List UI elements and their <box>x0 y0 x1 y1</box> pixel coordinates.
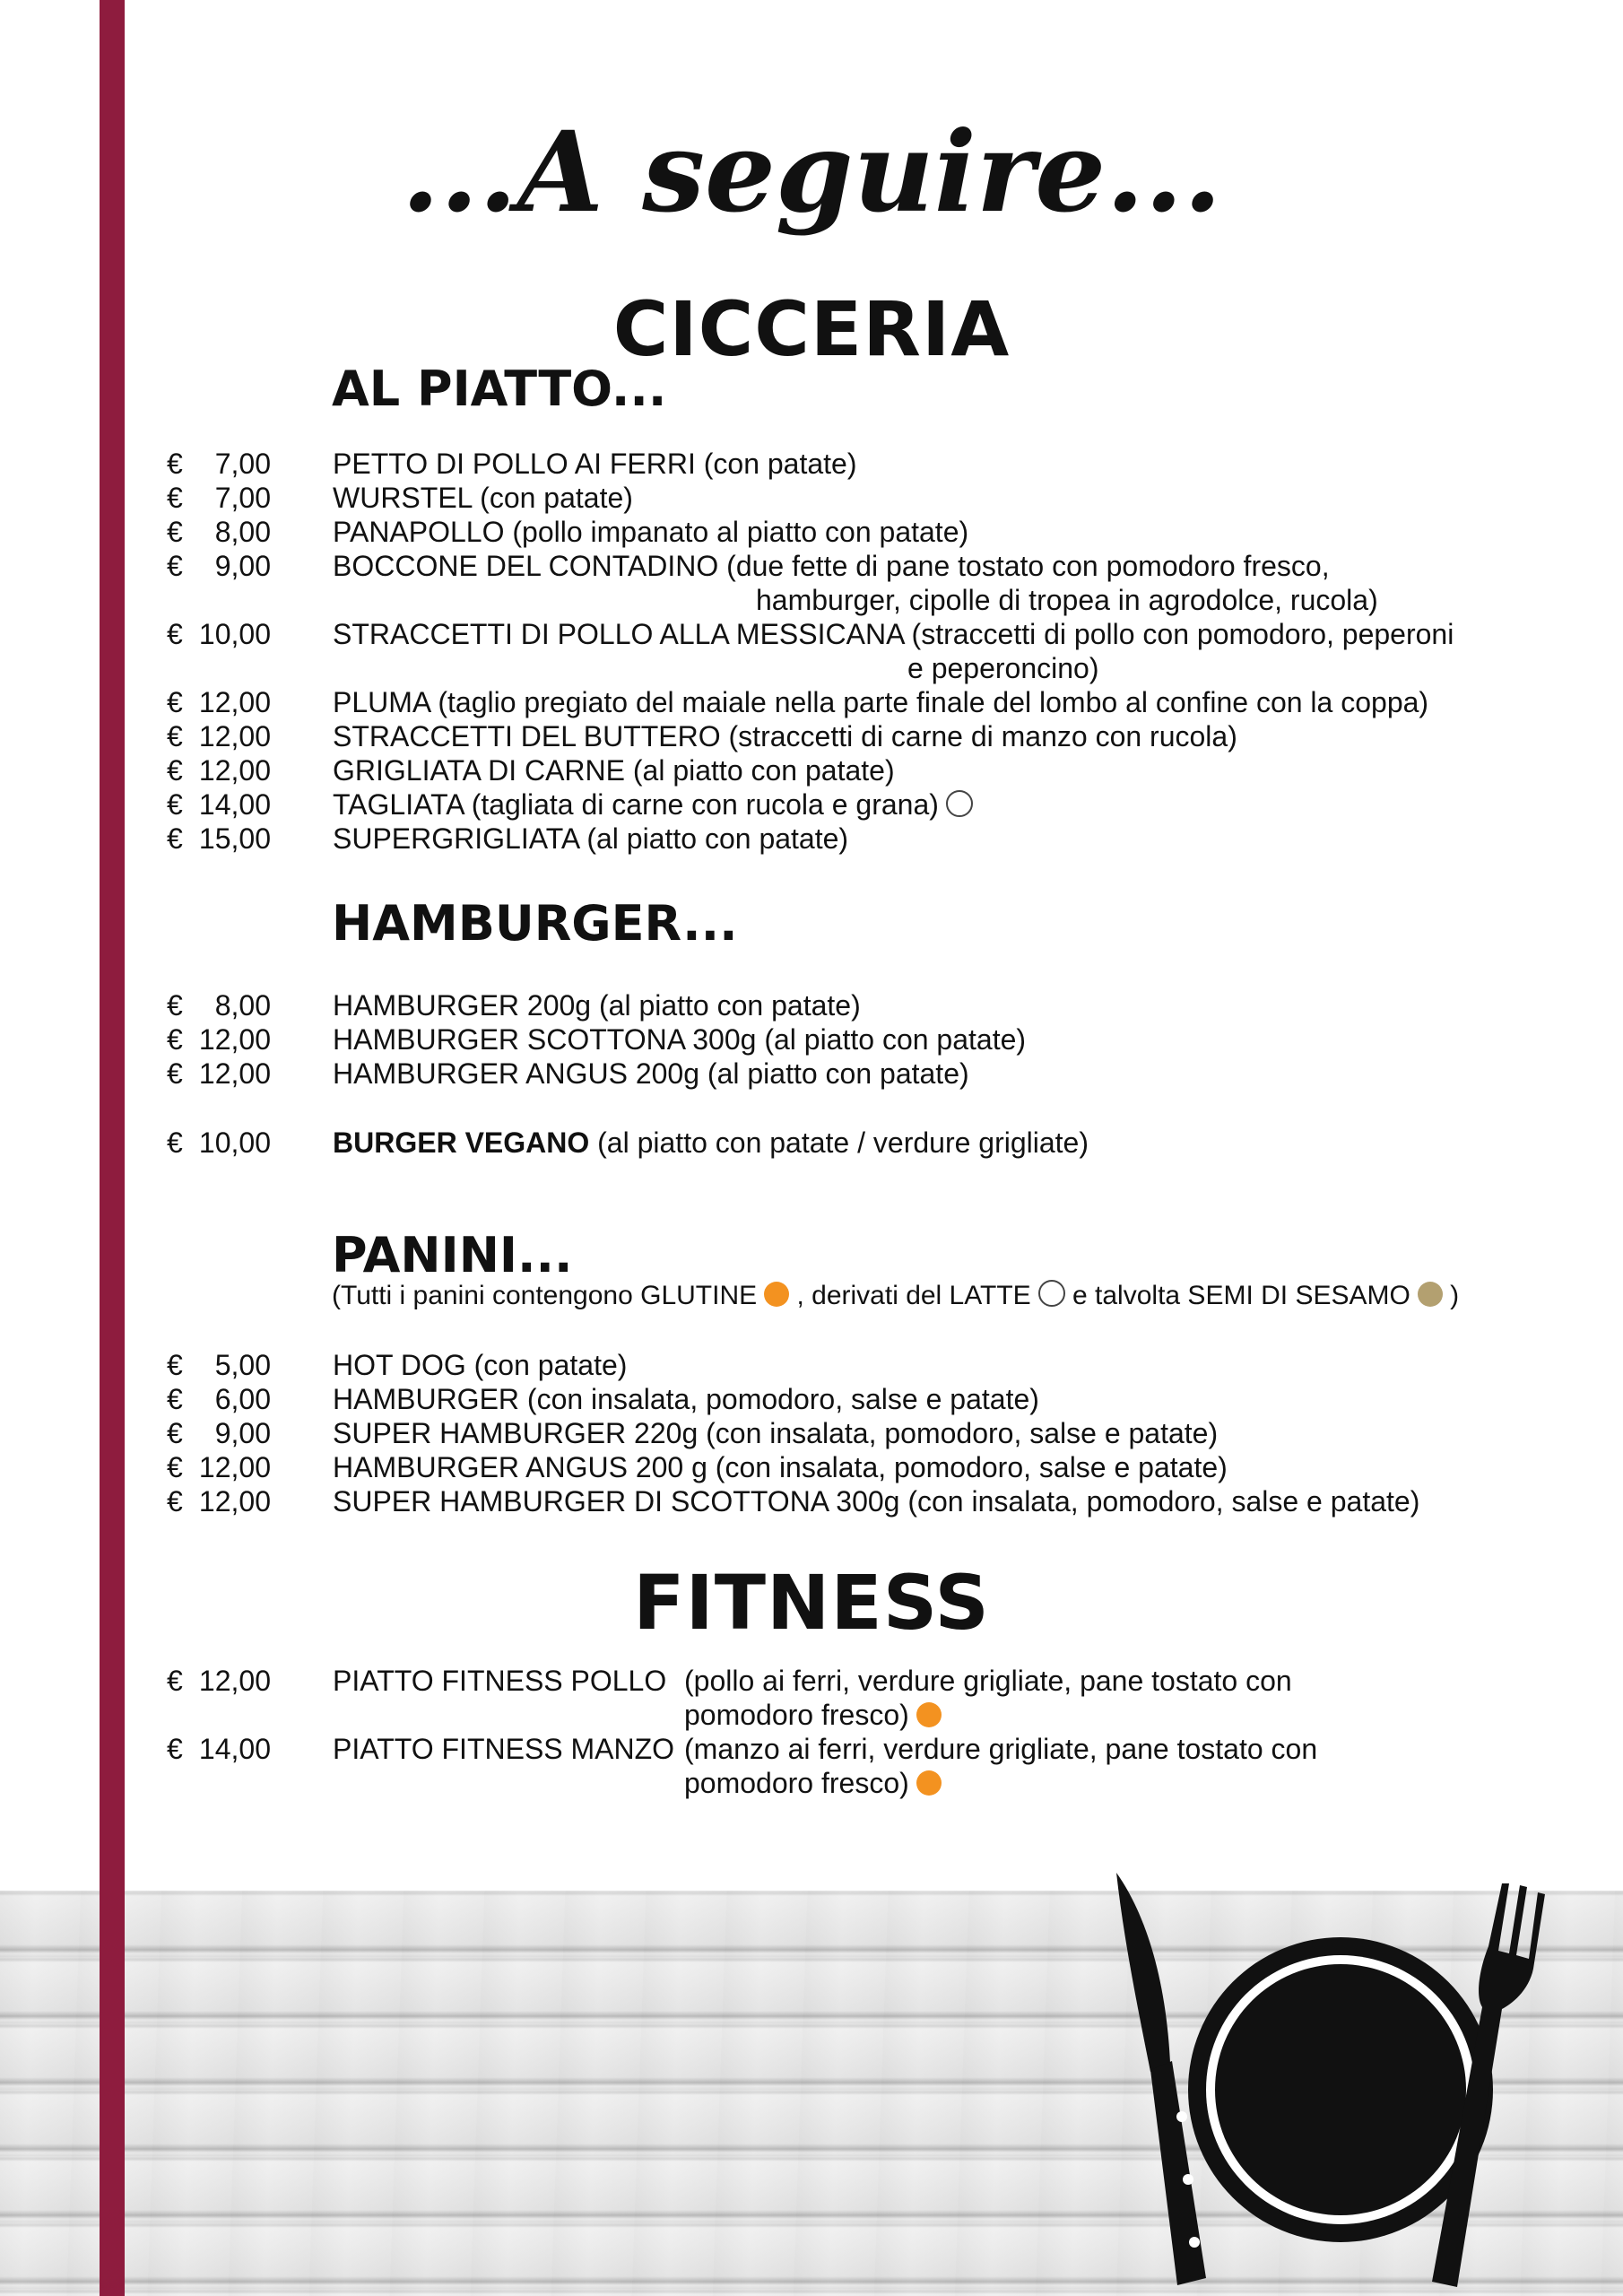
item-price: 10,00 <box>198 618 271 650</box>
currency-symbol: € <box>167 720 183 752</box>
item-name: SUPER HAMBURGER 220g (con insalata, pomodoro, salse e patate) <box>333 1417 1219 1449</box>
item-name: SUPERGRIGLIATA (al piatto con patate) <box>333 822 849 855</box>
item-name: STRACCETTI DI POLLO ALLA MESSICANA (straccetti di pollo con pomodoro, peperoni <box>333 618 1454 650</box>
item-detail: (manzo ai ferri, verdure grigliate, pane tostato con <box>684 1733 1318 1765</box>
item-name-bold: BURGER VEGANO <box>333 1126 590 1159</box>
white-dot-icon <box>946 790 973 817</box>
accent-bar <box>100 0 125 2296</box>
currency-symbol: € <box>167 1383 183 1415</box>
item-price: 9,00 <box>214 550 271 582</box>
item-price: 12,00 <box>198 1057 271 1090</box>
item-name-continuation: e peperoncino) <box>907 652 1099 684</box>
item-price: 5,00 <box>214 1349 271 1381</box>
white-dot-icon <box>1038 1280 1065 1307</box>
currency-symbol: € <box>167 1733 183 1765</box>
item-detail <box>684 1698 942 1732</box>
item-price: 12,00 <box>198 686 271 718</box>
item-name: HAMBURGER ANGUS 200 g (con insalata, pomodoro, salse e patate) <box>333 1451 1228 1483</box>
item-price: 10,00 <box>198 1126 271 1159</box>
section-title-hamburger: HAMBURGER... <box>332 895 738 952</box>
currency-symbol: € <box>167 1665 183 1697</box>
currency-symbol: € <box>167 1451 183 1483</box>
section-subtitle-al-piatto: AL PIATTO... <box>332 361 667 417</box>
item-name <box>333 1126 1089 1160</box>
item-price: 12,00 <box>198 1023 271 1056</box>
currency-symbol: € <box>167 1349 183 1381</box>
item-name: HAMBURGER (con insalata, pomodoro, salse e patate) <box>333 1383 1039 1415</box>
currency-symbol: € <box>167 1417 183 1449</box>
item-price: 12,00 <box>198 720 271 752</box>
item-detail: (pollo ai ferri, verdure grigliate, pane tostato con <box>684 1665 1292 1697</box>
item-name: HOT DOG (con patate) <box>333 1349 628 1381</box>
currency-symbol: € <box>167 822 183 855</box>
currency-symbol: € <box>167 1057 183 1090</box>
currency-symbol: € <box>167 618 183 650</box>
item-name: PIATTO FITNESS MANZO <box>333 1733 675 1765</box>
item-name-text: TAGLIATA (tagliata di carne con rucola e grana) <box>333 788 939 821</box>
currency-symbol: € <box>167 788 183 821</box>
currency-symbol: € <box>167 1126 183 1159</box>
item-price: 7,00 <box>214 482 271 514</box>
orange-dot-icon <box>916 1702 942 1727</box>
allergen-note-text: , derivati del LATTE <box>789 1281 1031 1310</box>
item-price: 9,00 <box>214 1417 271 1449</box>
allergen-note <box>332 1280 1459 1311</box>
item-price: 8,00 <box>214 516 271 548</box>
item-price: 14,00 <box>198 788 271 821</box>
item-name: STRACCETTI DEL BUTTERO (straccetti di carne di manzo con rucola) <box>333 720 1237 752</box>
item-detail-text: pomodoro fresco) <box>684 1767 909 1799</box>
item-price: 14,00 <box>198 1733 271 1765</box>
allergen-note-text: e talvolta SEMI DI SESAMO <box>1064 1281 1410 1310</box>
item-price: 6,00 <box>214 1383 271 1415</box>
item-price: 12,00 <box>198 1665 271 1697</box>
page-title: ...A seguire... <box>401 108 1222 238</box>
item-name: WURSTEL (con patate) <box>333 482 633 514</box>
item-name: PLUMA (taglio pregiato del maiale nella parte finale del lombo al confine con la coppa) <box>333 686 1429 718</box>
item-detail <box>684 1766 942 1800</box>
item-price: 8,00 <box>214 989 271 1022</box>
section-title-fitness: FITNESS <box>633 1559 990 1647</box>
item-name: PANAPOLLO (pollo impanato al piatto con patate) <box>333 516 969 548</box>
knife-plate-fork-icon <box>1081 1857 1565 2296</box>
item-price: 12,00 <box>198 1485 271 1518</box>
item-name <box>333 787 973 822</box>
sesame-dot-icon <box>1418 1282 1443 1307</box>
item-name: PETTO DI POLLO AI FERRI (con patate) <box>333 448 857 480</box>
item-name: HAMBURGER SCOTTONA 300g (al piatto con patate) <box>333 1023 1027 1056</box>
item-name: PIATTO FITNESS POLLO <box>333 1665 667 1697</box>
item-name-continuation: hamburger, cipolle di tropea in agrodolce, rucola) <box>756 584 1378 616</box>
section-title-panini: PANINI... <box>332 1227 573 1283</box>
currency-symbol: € <box>167 448 183 480</box>
orange-dot-icon <box>916 1770 942 1796</box>
item-name-rest: (al piatto con patate / verdure grigliate) <box>589 1126 1089 1159</box>
item-name: HAMBURGER 200g (al piatto con patate) <box>333 989 861 1022</box>
item-price: 12,00 <box>198 754 271 787</box>
currency-symbol: € <box>167 1485 183 1518</box>
currency-symbol: € <box>167 550 183 582</box>
allergen-note-text: ) <box>1442 1281 1460 1310</box>
currency-symbol: € <box>167 482 183 514</box>
currency-symbol: € <box>167 686 183 718</box>
currency-symbol: € <box>167 989 183 1022</box>
item-name: GRIGLIATA DI CARNE (al piatto con patate) <box>333 754 895 787</box>
item-name: BOCCONE DEL CONTADINO (due fette di pane tostato con pomodoro fresco, <box>333 550 1330 582</box>
allergen-note-text: (Tutti i panini contengono GLUTINE <box>332 1281 758 1310</box>
item-detail-text: pomodoro fresco) <box>684 1699 909 1731</box>
currency-symbol: € <box>167 1023 183 1056</box>
section-title-cicceria: CICCERIA <box>612 285 1011 373</box>
item-name: SUPER HAMBURGER DI SCOTTONA 300g (con insalata, pomodoro, salse e patate) <box>333 1485 1420 1518</box>
item-price: 7,00 <box>214 448 271 480</box>
orange-dot-icon <box>764 1282 789 1307</box>
item-name: HAMBURGER ANGUS 200g (al piatto con patate) <box>333 1057 969 1090</box>
item-price: 15,00 <box>198 822 271 855</box>
currency-symbol: € <box>167 754 183 787</box>
item-price: 12,00 <box>198 1451 271 1483</box>
currency-symbol: € <box>167 516 183 548</box>
